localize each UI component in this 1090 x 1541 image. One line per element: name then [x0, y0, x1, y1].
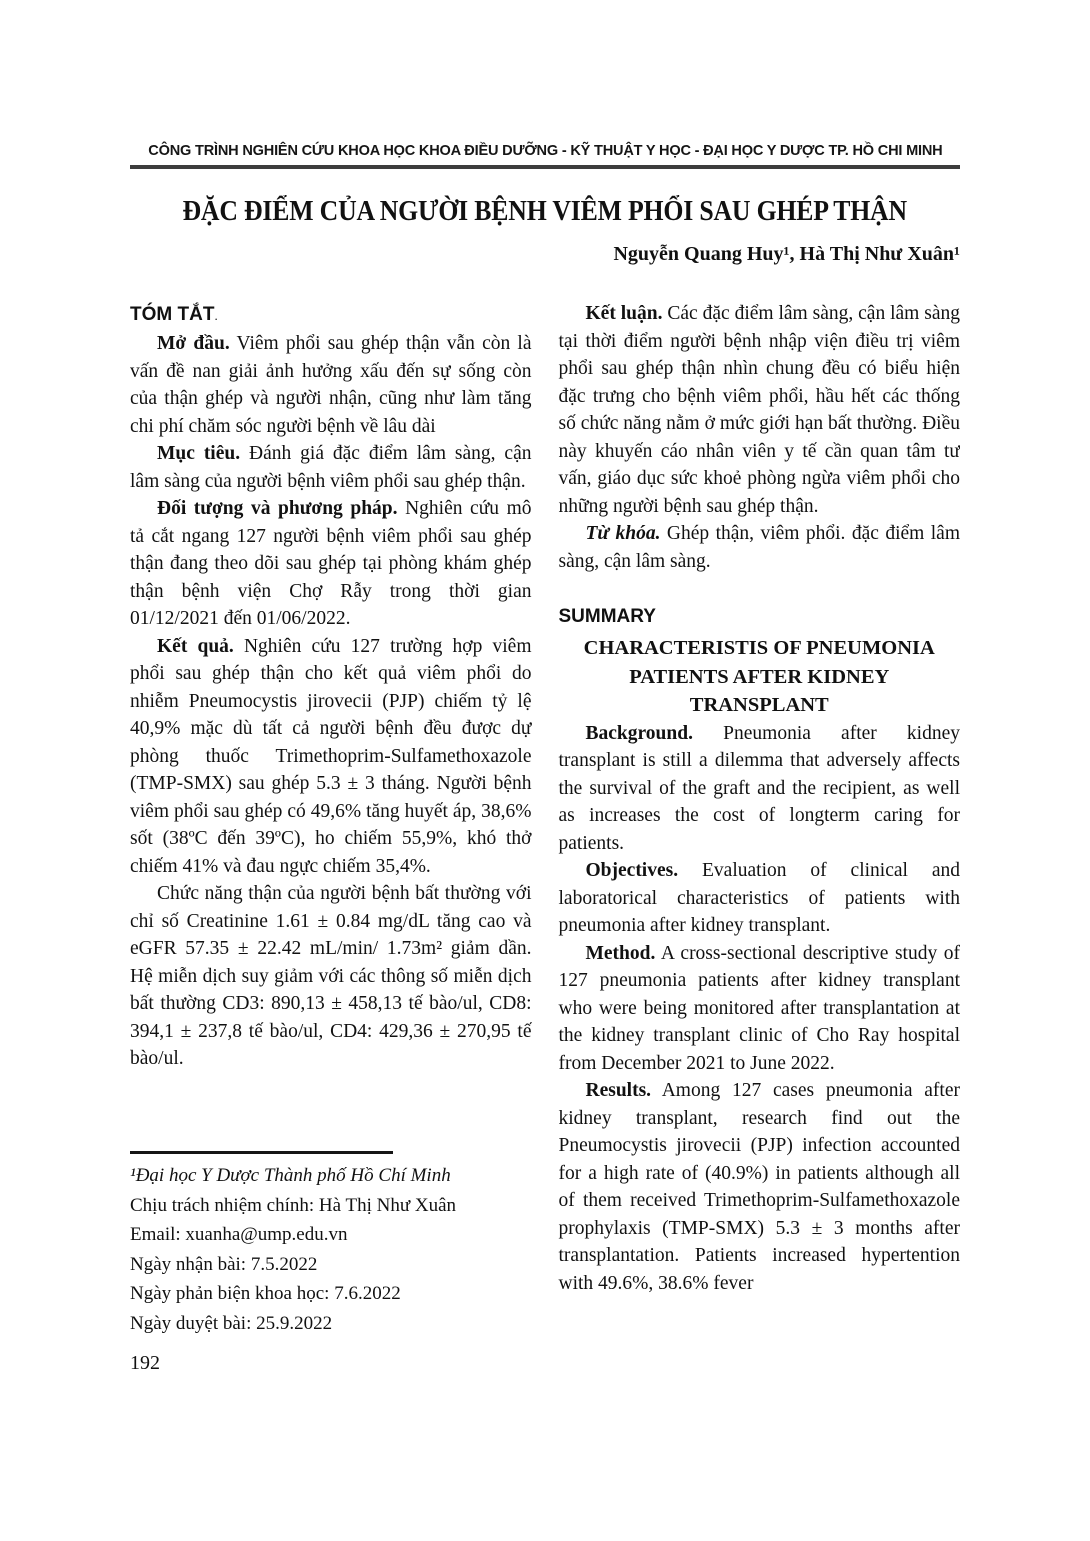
authors-line: Nguyễn Quang Huy¹, Hà Thị Như Xuân¹	[613, 243, 960, 265]
abstract-paragraph-method	[130, 495, 532, 633]
summary-paragraph-method	[559, 940, 961, 1078]
two-column-body	[130, 300, 960, 1338]
paragraph-lead: Mở đầu.	[157, 333, 230, 354]
footnote-line-email: Email: xuanha@ump.edu.vn	[130, 1224, 348, 1245]
paragraph-text: Pneumonia after kidney transplant is still a dilemma that adversely affects the survival of the graft and the recipient, as well as increases the cost of longterm caring for patients.	[558, 722, 960, 854]
paragraph-text: Evaluation of clinical and laboratorical characteristics of patients with pneumonia after kidney transplant.	[558, 860, 960, 936]
journal-header	[130, 142, 960, 169]
abstract-paragraph-objective	[130, 440, 532, 495]
paragraph-text: Nghiên cứu mô tả cắt ngang 127 người bệnh viêm phổi sau ghép thận đang theo dõi sau ghép tại phòng khám ghép thận bệnh viện Chợ Rẫy trong thời gian 01/12/2021 đến 01/06/2022.	[130, 498, 532, 629]
abstract-column	[130, 300, 532, 1338]
abstract-heading-label: TÓM TẮT	[130, 304, 215, 325]
article-title-text: ĐẶC ĐIỂM CỦA NGƯỜI BỆNH VIÊM PHỔI SAU GHÉP THẬN	[182, 196, 908, 227]
paragraph-lead: Mục tiêu.	[157, 443, 241, 464]
footnote-line-received: Ngày nhận bài: 7.5.2022	[130, 1253, 318, 1275]
summary-paragraph-objectives	[559, 857, 961, 940]
abstract-paragraph-results	[130, 633, 532, 881]
paragraph-lead: Kết luận.	[585, 303, 663, 324]
affiliation-line: ¹Đại học Y Dược Thành phố Hồ Chí Minh	[130, 1165, 451, 1186]
abstract-heading-dot: .	[214, 308, 218, 323]
summary-column	[559, 300, 961, 1338]
summary-heading: SUMMARY	[558, 606, 656, 627]
paragraph-lead: Từ khóa.	[585, 523, 661, 544]
page-number: 192	[130, 1352, 160, 1374]
keywords-paragraph	[559, 520, 961, 575]
paragraph-text: A cross-sectional descriptive study of 127 pneumonia patients after kidney transplant who were being monitored after transplantation at the kidney transplant clinic of Cho Ray hospital from December 2021 to June 2022.	[558, 942, 960, 1074]
paragraph-text: Among 127 cases pneumonia after kidney transplant, research find out the Pneumocystis jirovecii (PJP) infection accounted for a high rate of (40.9%) in patients although all of them received Trimethoprim-Sulfamethoxazole prophylaxis (TMP-SMX) 5.3 ± 3 months after transplantation. Patients increased hypertention with 49.6%, 38.6% fever	[558, 1080, 960, 1294]
paragraph-text: Ghép thận, viêm phổi. đặc điểm lâm sàng, cận lâm sàng.	[558, 523, 960, 572]
summary-paragraph-results	[559, 1077, 961, 1297]
paragraph-lead: Results.	[585, 1080, 652, 1101]
footnote-line-reviewed: Ngày phản biện khoa học: 7.6.2022	[130, 1283, 401, 1304]
footnote	[130, 1151, 532, 1338]
paragraph-text: Các đặc điểm lâm sàng, cận lâm sàng tại thời điểm người bệnh nhập viện điều trị viêm phổi sau ghép thận nhìn chung đều có biểu hiện đặc trưng cho bệnh viêm phổi, hầu hết các thống số chức năng nằm ở mức giới hạn bất thường. Điều này khuyến cáo nhân viên y tế cần quan tâm tư vấn, giáo dục sức khoẻ phòng ngừa viêm phổi cho những người bệnh sau ghép thận.	[558, 303, 960, 517]
paragraph-lead: Đối tượng và phương pháp.	[157, 498, 398, 519]
summary-paragraph-background	[559, 720, 961, 858]
paragraph-text: Chức năng thận của người bệnh bất thường với chỉ số Creatinine 1.61 ± 0.84 mg/dL tăng cao và eGFR 57.35 ± 22.42 mL/min/ 1.73m² giảm dần. Hệ miễn dịch suy giảm với các thông số miễn dịch bất thường CD3: 890,13 ± 458,13 tế bào/ul, CD8: 394,1 ± 237,8 tế bào/ul, CD4: 429,36 ± 270,95 tế bào/ul.	[130, 883, 532, 1069]
paragraph-text: Nghiên cứu 127 trường hợp viêm phổi sau ghép thận cho kết quả viêm phổi do nhiễm Pneumocystis jirovecii (PJP) chiếm tỷ lệ 40,9% mặc dù tất cả người bệnh đều được dự phòng thuốc Trimethoprim-Sulfamethoxazole (TMP-SMX) sau ghép 5.3 ± 3 tháng. Người bệnh viêm phổi sau ghép có 49,6% tăng huyết áp, 38,6% sốt (38ºC đến 39ºC), ho chiếm 55,9%, khó thở chiếm 41% và đau ngực chiếm 35,4%.	[130, 635, 532, 877]
footnote-rule	[130, 1151, 393, 1154]
conclusion-paragraph	[559, 300, 961, 520]
footnote-line-contact: Chịu trách nhiệm chính: Hà Thị Như Xuân	[130, 1194, 457, 1216]
abstract-heading-vi	[130, 300, 532, 330]
paragraph-lead: Background.	[585, 722, 693, 744]
journal-header-text: CÔNG TRÌNH NGHIÊN CỨU KHOA HỌC KHOA ĐIỀU DƯỠNG - KỸ THUẬT Y HỌC - ĐẠI HỌC Y DƯỢC TP. HỒ CHI MINH	[147, 142, 943, 159]
paragraph-text: Viêm phổi sau ghép thận vẫn còn là vấn đề nan giải ảnh hưởng xấu đến sự sống còn của thận ghép và người nhận, cũng như làm tăng chi phí chăm sóc người bệnh về lâu dài	[130, 333, 532, 437]
article-title	[130, 196, 960, 228]
english-title: CHARACTERISTIS OF PNEUMONIA PATIENTS AFTER KIDNEY TRANSPLANT	[583, 637, 935, 716]
paragraph-lead: Method.	[585, 942, 656, 964]
paragraph-text: Đánh giá đặc điểm lâm sàng, cận lâm sàng của người bệnh viêm phổi sau ghép thận.	[130, 443, 532, 492]
paragraph-lead: Objectives.	[585, 860, 679, 881]
page-content	[0, 142, 1090, 1338]
paragraph-lead: Kết quả.	[157, 635, 234, 657]
abstract-paragraph-results-2	[130, 880, 532, 1073]
abstract-paragraph-intro	[130, 330, 532, 440]
footnote-line-accepted: Ngày duyệt bài: 25.9.2022	[130, 1312, 333, 1334]
